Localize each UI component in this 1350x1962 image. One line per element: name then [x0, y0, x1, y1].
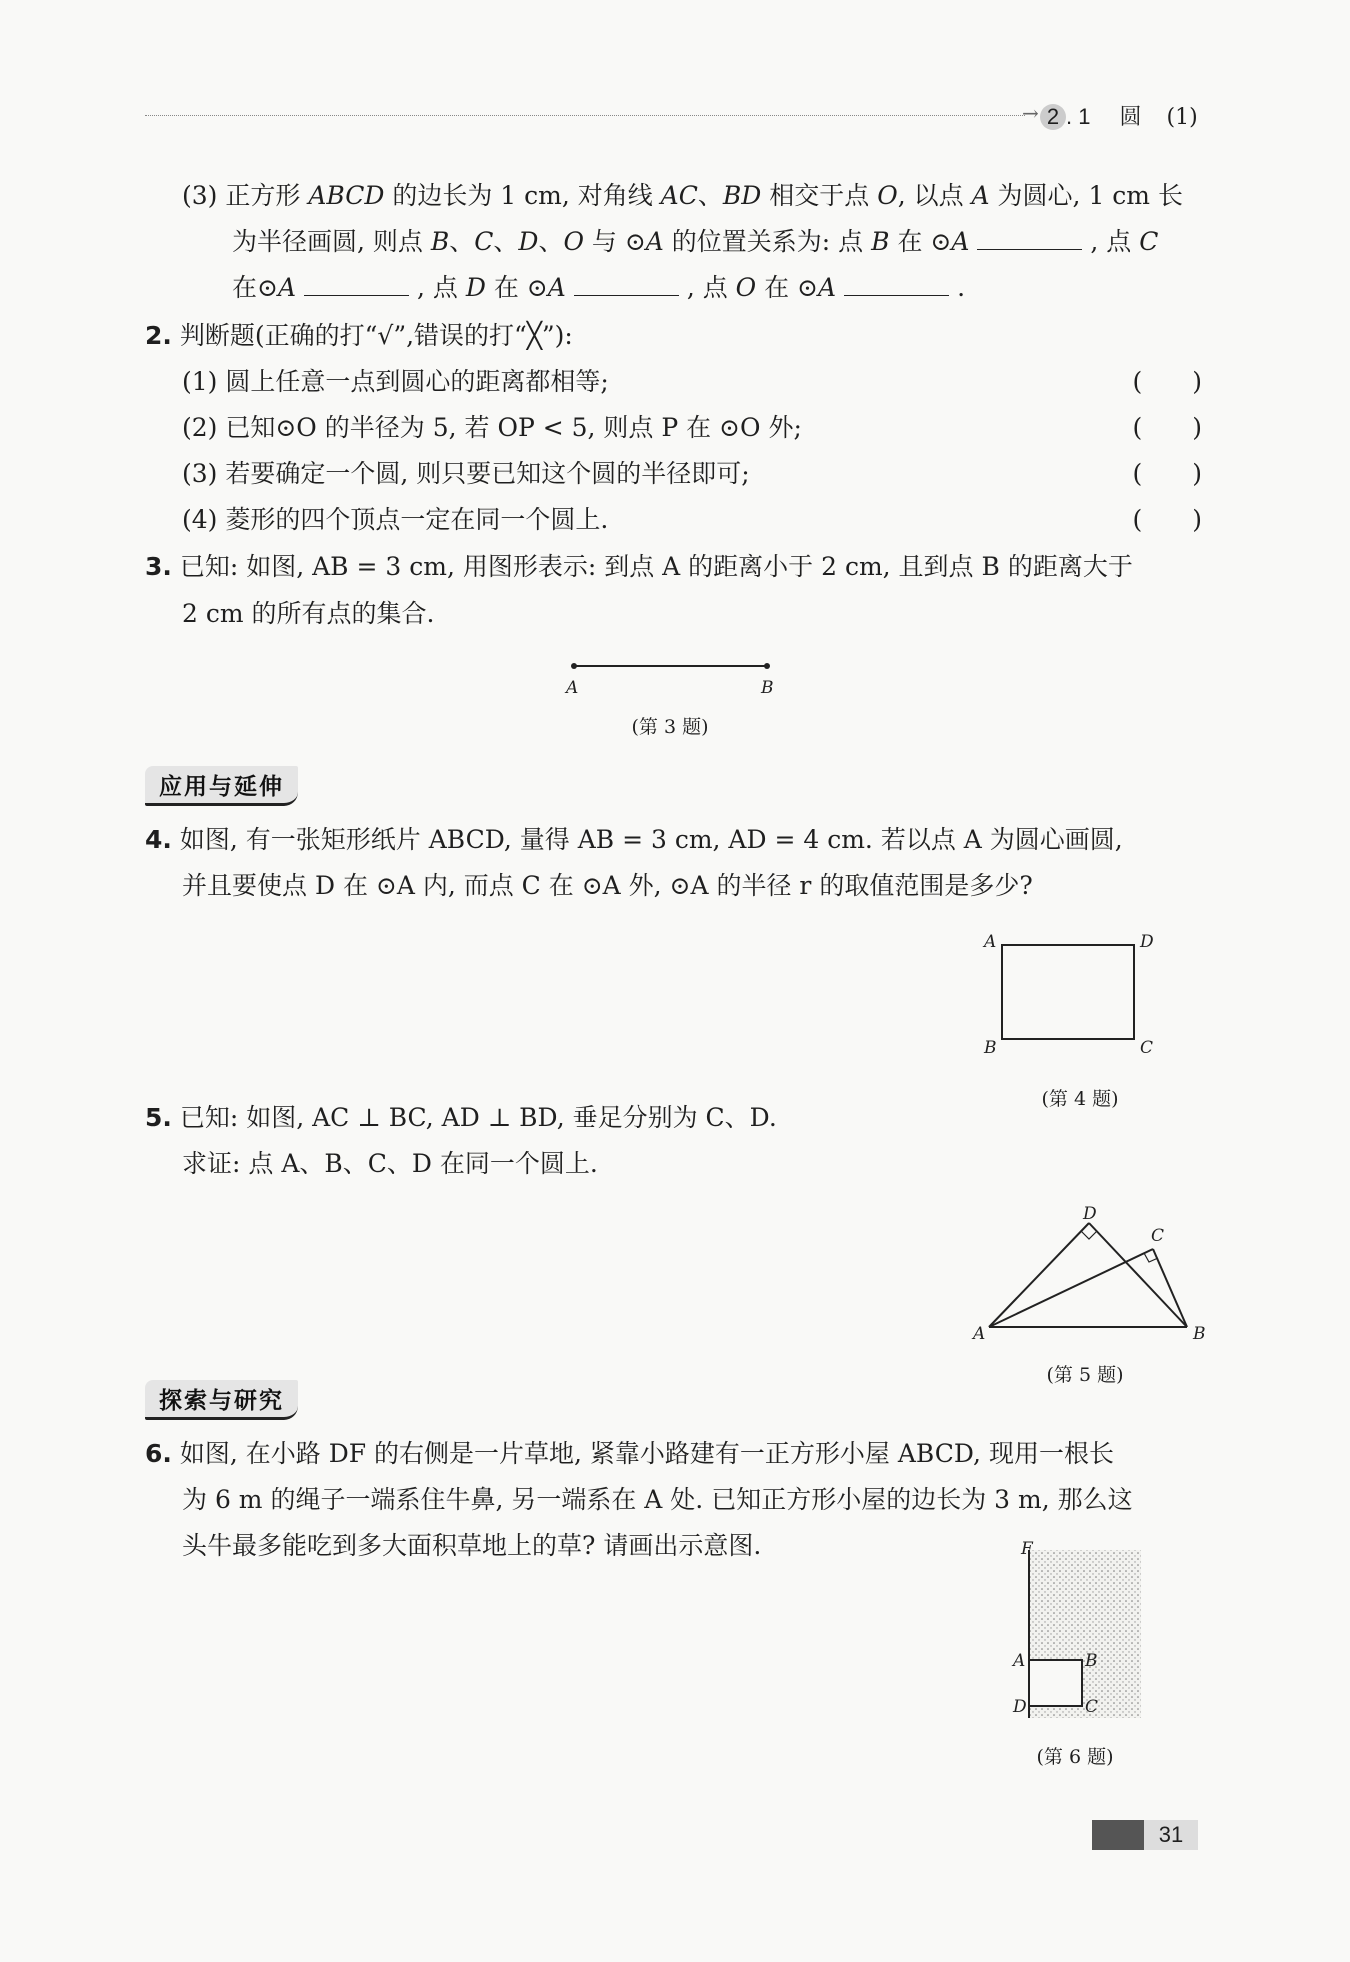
label-b: B	[1085, 1651, 1098, 1671]
answer-paren[interactable]: ( )	[1132, 505, 1202, 534]
segment-db	[1089, 1223, 1187, 1327]
q3-line1: 3. 已知: 如图, AB = 3 cm, 用图形表示: 到点 A 的距离小于 2 cm, 且到点 B 的距离大于	[145, 552, 1133, 581]
header-rule	[145, 115, 1025, 116]
chapter-number-badge: 2	[1040, 104, 1066, 130]
q6-line2: 为 6 m 的绳子一端系住牛鼻, 另一端系在 A 处. 已知正方形小屋的边长为 3 m, 那么这	[182, 1485, 1133, 1514]
q1-3-line1: (3) 正方形 ABCD 的边长为 1 cm, 对角线 AC、BD 相交于点 O, 以点 A 为圆心, 1 cm 长	[182, 181, 1183, 210]
q6-line3: 头牛最多能吃到多大面积草地上的草? 请画出示意图.	[182, 1531, 762, 1560]
header-arrow: →	[1022, 101, 1039, 125]
q6-line1: 6. 如图, 在小路 DF 的右侧是一片草地, 紧靠小路建有一正方形小屋 ABCD, 现用一根长	[145, 1439, 1114, 1468]
label-a: A	[984, 932, 997, 952]
q6-figure	[1005, 1540, 1155, 1730]
label-d: D	[1013, 1697, 1027, 1717]
answer-paren[interactable]: ( )	[1132, 459, 1202, 488]
q4-line2: 并且要使点 D 在 ⊙A 内, 而点 C 在 ⊙A 外, ⊙A 的半径 r 的取值范围是多少?	[182, 871, 1033, 900]
section-header	[1040, 100, 1198, 131]
label-a: A	[566, 678, 579, 698]
q3-figure	[550, 650, 790, 700]
label-c: C	[1085, 1697, 1099, 1717]
label-b: B	[984, 1038, 997, 1058]
segment-ad	[989, 1223, 1089, 1327]
square-house-abcd	[1029, 1660, 1082, 1706]
header-title: 圆	[1119, 105, 1142, 130]
q4-line1: 4. 如图, 有一张矩形纸片 ABCD, 量得 AB = 3 cm, AD = 4 cm. 若以点 A 为圆心画圆,	[145, 825, 1123, 854]
label-d: D	[1140, 932, 1154, 952]
answer-paren[interactable]: ( )	[1132, 413, 1202, 442]
label-a: A	[1013, 1651, 1026, 1671]
section-heading-exploration: 探索与研究	[145, 1380, 298, 1420]
q1-3-line3: 在⊙A , 点 D 在 ⊙A , 点 O 在 ⊙A .	[232, 268, 965, 308]
label-a: A	[973, 1324, 986, 1344]
label-c: C	[1140, 1038, 1154, 1058]
q2-title: 2. 判断题(正确的打“√”,错误的打“╳”):	[145, 321, 573, 350]
label-d: D	[1083, 1205, 1097, 1224]
q4-caption: (第 4 题)	[1041, 1088, 1119, 1110]
header-part: (1)	[1166, 105, 1198, 130]
answer-blank-d[interactable]	[574, 269, 679, 296]
q6-caption: (第 6 题)	[1036, 1746, 1114, 1768]
q3-caption: (第 3 题)	[631, 716, 709, 738]
page-number: 31	[1144, 1820, 1198, 1850]
segment-cb	[1153, 1249, 1187, 1327]
label-b: B	[761, 678, 774, 698]
q5-line1: 5. 已知: 如图, AC ⊥ BC, AD ⊥ BD, 垂足分别为 C、D.	[145, 1103, 777, 1132]
answer-paren[interactable]: ( )	[1132, 367, 1202, 396]
point-a	[571, 663, 577, 669]
right-angle-mark-d	[1081, 1231, 1097, 1239]
q2-item-1: (1) 圆上任意一点到圆心的距离都相等; ( )	[182, 362, 1202, 402]
q2-item-4: (4) 菱形的四个顶点一定在同一个圆上. ( )	[182, 500, 1202, 540]
point-b	[764, 663, 770, 669]
label-c: C	[1151, 1226, 1165, 1246]
answer-blank-c[interactable]	[304, 269, 409, 296]
answer-blank-b[interactable]	[977, 223, 1082, 250]
chapter-rest: . 1	[1066, 104, 1091, 129]
q3-line2: 2 cm 的所有点的集合.	[182, 599, 435, 628]
q5-figure	[965, 1205, 1215, 1345]
q4-figure	[980, 925, 1180, 1065]
rectangle-abcd	[1002, 945, 1134, 1039]
answer-blank-o[interactable]	[844, 269, 949, 296]
q5-line2: 求证: 点 A、B、C、D 在同一个圆上.	[182, 1149, 598, 1178]
page-number-bar	[1092, 1820, 1144, 1850]
label-f: F	[1021, 1540, 1033, 1559]
q2-item-3: (3) 若要确定一个圆, 则只要已知这个圆的半径即可; ( )	[182, 454, 1202, 494]
section-heading-application: 应用与延伸	[145, 766, 298, 806]
segment-ac	[989, 1249, 1153, 1327]
label-b: B	[1193, 1324, 1206, 1344]
q2-item-2: (2) 已知⊙O 的半径为 5, 若 OP < 5, 则点 P 在 ⊙O 外; ( )	[182, 408, 1202, 448]
q5-caption: (第 5 题)	[1046, 1364, 1124, 1386]
q1-3-line2: 为半径画圆, 则点 B、C、D、O 与 ⊙A 的位置关系为: 点 B 在 ⊙A , 点 C	[232, 222, 1158, 262]
